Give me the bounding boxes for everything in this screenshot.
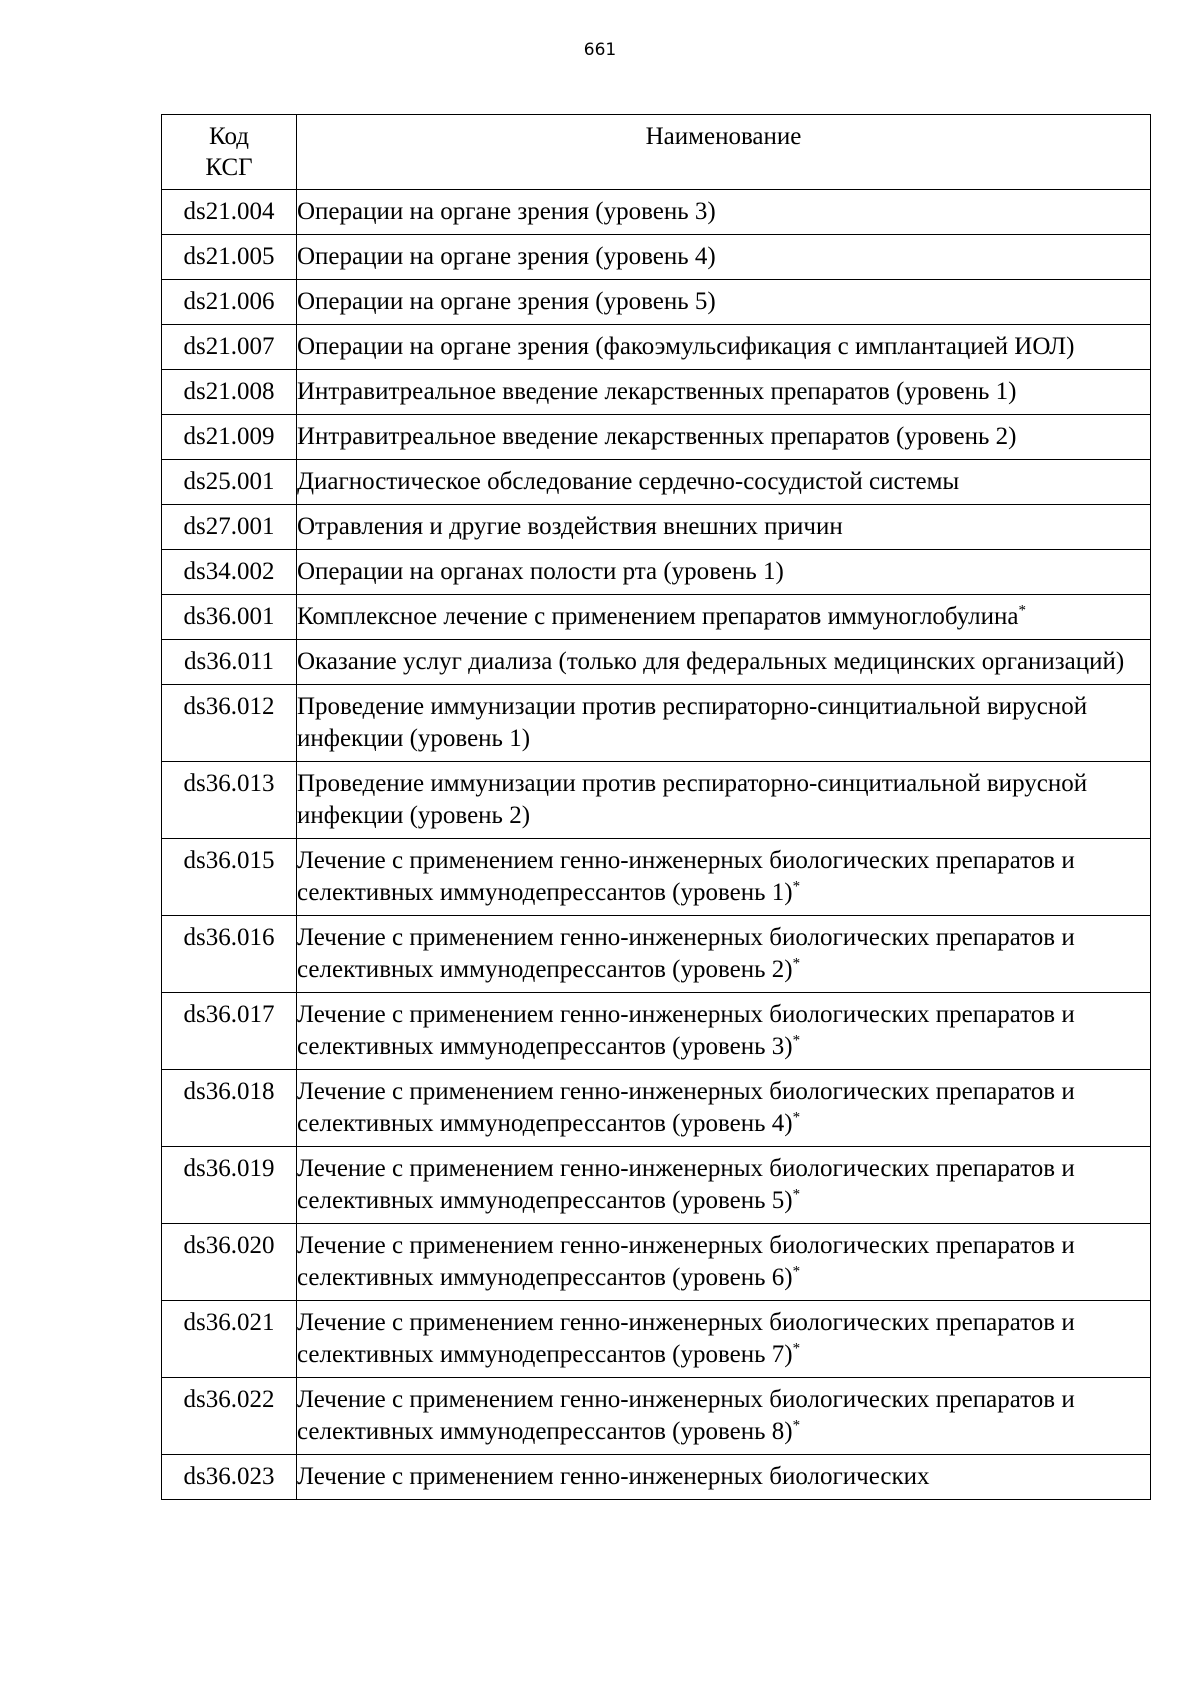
name-text: Лечение с применением генно-инженерных биологических препаратов и селективных иммунодепрессантов (уровень 4)	[297, 1078, 1075, 1137]
code-cell: ds36.021	[162, 1301, 297, 1378]
code-cell: ds27.001	[162, 505, 297, 550]
name-text: Лечение с применением генно-инженерных биологических препаратов и селективных иммунодепрессантов (уровень 7)	[297, 1309, 1075, 1368]
footnote-mark: *	[792, 1109, 801, 1126]
code-cell: ds21.006	[162, 280, 297, 325]
name-cell	[297, 505, 1151, 550]
code-cell: ds36.001	[162, 595, 297, 640]
table-row	[162, 505, 1151, 550]
table-row	[162, 1224, 1151, 1301]
name-text: Операции на органе зрения (факоэмульсификация с имплантацией ИОЛ)	[297, 333, 1075, 360]
code-cell: ds36.022	[162, 1378, 297, 1455]
name-text: Лечение с применением генно-инженерных биологических препаратов и селективных иммунодепрессантов (уровень 6)	[297, 1232, 1075, 1291]
name-cell	[297, 640, 1151, 685]
name-text: Операции на органе зрения (уровень 5)	[297, 288, 716, 315]
name-cell	[297, 1455, 1151, 1500]
name-text: Операции на органе зрения (уровень 4)	[297, 243, 716, 270]
name-cell	[297, 839, 1151, 916]
code-cell: ds21.005	[162, 235, 297, 280]
header-code-line1: Код	[209, 123, 249, 150]
table-row	[162, 595, 1151, 640]
table-row	[162, 762, 1151, 839]
code-cell: ds36.018	[162, 1070, 297, 1147]
code-cell: ds21.008	[162, 370, 297, 415]
name-cell	[297, 280, 1151, 325]
code-cell: ds25.001	[162, 460, 297, 505]
name-text: Лечение с применением генно-инженерных биологических препаратов и селективных иммунодепрессантов (уровень 8)	[297, 1386, 1075, 1445]
name-cell	[297, 1147, 1151, 1224]
footnote-mark: *	[792, 1340, 801, 1357]
name-cell	[297, 1301, 1151, 1378]
table-row	[162, 1301, 1151, 1378]
table-body	[162, 190, 1151, 1500]
table-row	[162, 325, 1151, 370]
table-row	[162, 1147, 1151, 1224]
name-cell	[297, 325, 1151, 370]
table-row	[162, 1070, 1151, 1147]
name-cell	[297, 762, 1151, 839]
name-cell	[297, 460, 1151, 505]
table-row	[162, 640, 1151, 685]
name-cell	[297, 1070, 1151, 1147]
name-cell	[297, 916, 1151, 993]
name-cell	[297, 993, 1151, 1070]
name-text: Оказание услуг диализа (только для федеральных медицинских организаций)	[297, 648, 1125, 675]
table-row	[162, 370, 1151, 415]
code-cell: ds36.013	[162, 762, 297, 839]
name-text: Проведение иммунизации против респираторно-синцитиальной вирусной инфекции (уровень 1)	[297, 693, 1088, 752]
footnote-mark: *	[792, 878, 801, 895]
code-cell: ds36.017	[162, 993, 297, 1070]
table-row	[162, 839, 1151, 916]
code-cell: ds36.012	[162, 685, 297, 762]
name-text: Операции на органе зрения (уровень 3)	[297, 198, 716, 225]
name-text: Диагностическое обследование сердечно-сосудистой системы	[297, 468, 960, 495]
table-row	[162, 916, 1151, 993]
footnote-mark: *	[1018, 602, 1026, 619]
code-cell: ds36.020	[162, 1224, 297, 1301]
footnote-mark: *	[792, 1032, 801, 1049]
name-text: Интравитреальное введение лекарственных препаратов (уровень 2)	[297, 423, 1017, 450]
name-cell	[297, 415, 1151, 460]
table-row	[162, 1455, 1151, 1500]
name-text: Отравления и другие воздействия внешних причин	[297, 513, 843, 540]
code-cell: ds36.016	[162, 916, 297, 993]
header-name-cell: Наименование	[297, 115, 1151, 190]
table-row	[162, 1378, 1151, 1455]
name-text: Интравитреальное введение лекарственных препаратов (уровень 1)	[297, 378, 1017, 405]
footnote-mark: *	[792, 1417, 801, 1434]
name-text: Лечение с применением генно-инженерных биологических препаратов и селективных иммунодепрессантов (уровень 3)	[297, 1001, 1075, 1060]
name-cell	[297, 685, 1151, 762]
header-code-cell	[162, 115, 297, 190]
table-row	[162, 280, 1151, 325]
code-cell: ds21.009	[162, 415, 297, 460]
page-number: 661	[583, 40, 617, 60]
name-cell	[297, 1378, 1151, 1455]
name-cell	[297, 1224, 1151, 1301]
name-text: Операции на органах полости рта (уровень 1)	[297, 558, 784, 585]
code-cell: ds21.004	[162, 190, 297, 235]
ksg-table	[161, 114, 1151, 1500]
code-cell: ds34.002	[162, 550, 297, 595]
name-text: Лечение с применением генно-инженерных биологических	[297, 1463, 930, 1490]
name-cell	[297, 190, 1151, 235]
table-row	[162, 685, 1151, 762]
footnote-mark: *	[792, 1263, 801, 1280]
table-row	[162, 190, 1151, 235]
name-cell	[297, 550, 1151, 595]
footnote-mark: *	[792, 955, 801, 972]
name-cell	[297, 370, 1151, 415]
table-row	[162, 993, 1151, 1070]
table-row	[162, 235, 1151, 280]
name-text: Лечение с применением генно-инженерных биологических препаратов и селективных иммунодепрессантов (уровень 5)	[297, 1155, 1075, 1214]
code-cell: ds36.015	[162, 839, 297, 916]
name-cell	[297, 235, 1151, 280]
name-text: Лечение с применением генно-инженерных биологических препаратов и селективных иммунодепрессантов (уровень 2)	[297, 924, 1075, 983]
header-row	[162, 115, 1151, 190]
name-cell	[297, 595, 1151, 640]
code-cell: ds36.019	[162, 1147, 297, 1224]
code-cell: ds36.023	[162, 1455, 297, 1500]
footnote-mark: *	[792, 1186, 801, 1203]
name-text: Лечение с применением генно-инженерных биологических препаратов и селективных иммунодепрессантов (уровень 1)	[297, 847, 1075, 906]
name-text: Проведение иммунизации против респираторно-синцитиальной вирусной инфекции (уровень 2)	[297, 770, 1088, 829]
code-cell: ds36.011	[162, 640, 297, 685]
name-text: Комплексное лечение с применением препаратов иммуноглобулина	[297, 603, 1019, 630]
table-row	[162, 415, 1151, 460]
table-row	[162, 550, 1151, 595]
header-code-line2: КСГ	[205, 154, 253, 181]
code-cell: ds21.007	[162, 325, 297, 370]
table-row	[162, 460, 1151, 505]
table-header	[162, 115, 1151, 190]
